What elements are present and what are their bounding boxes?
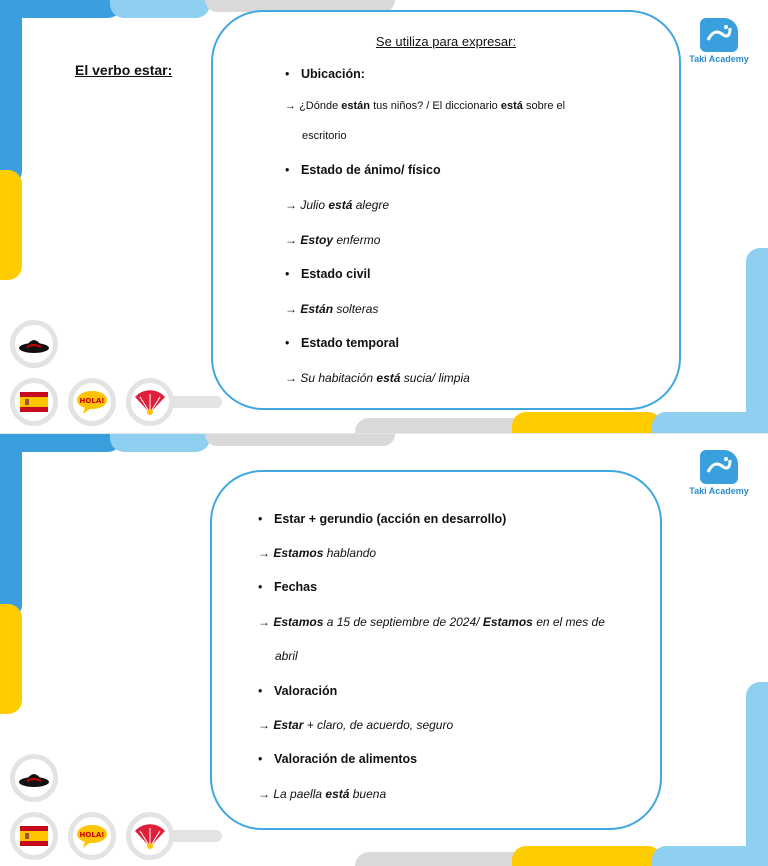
example-line: → Estamos a 15 de septiembre de 2024/ Estamos en el mes de: [258, 615, 605, 629]
example-line: → Estoy enfermo: [285, 233, 381, 247]
decor-bar: [512, 846, 662, 866]
logo-icon: [700, 18, 738, 52]
example-line: → Están solteras: [285, 302, 379, 316]
example-line: → La paella está buena: [258, 787, 387, 801]
content-card: [211, 10, 681, 410]
decor-bar: [0, 0, 122, 18]
decor-bar: [355, 852, 535, 866]
decor-bar: [0, 170, 22, 280]
hola-bubble-icon: [68, 378, 116, 426]
bullet-item: • Estar + gerundio (acción en desarrollo): [258, 512, 507, 526]
decor-bar: [110, 0, 210, 18]
example-line: → Su habitación está sucia/ limpia: [285, 371, 470, 385]
fan-icon: [126, 378, 174, 426]
svg-text:HOLA!: HOLA!: [79, 397, 105, 405]
taki-academy-logo: [684, 18, 754, 64]
slide-2: [0, 433, 768, 866]
content-card: [210, 470, 662, 830]
example-line: → Estar + claro, de acuerdo, seguro: [258, 718, 454, 732]
decor-bar: [512, 412, 662, 433]
hola-bubble-icon: [68, 812, 116, 860]
decor-bar: [0, 0, 22, 185]
fan-icon: [126, 812, 174, 860]
decor-bar: [205, 434, 395, 446]
hat-icon: [10, 754, 58, 802]
bullet-item: • Fechas: [258, 580, 318, 594]
spain-flag-icon: [10, 812, 58, 860]
bullet-item: • Valoración de alimentos: [258, 752, 418, 766]
example-line: → ¿Dónde están tus niños? / El diccionario está sobre el: [285, 100, 566, 112]
logo-icon: [700, 450, 738, 484]
decor-bar: [746, 682, 768, 866]
decor-bar: [0, 434, 122, 452]
bullet-item: • Estado de ánimo/ físico: [285, 163, 441, 177]
bullet-item: • Estado civil: [285, 267, 371, 281]
decor-bar: [652, 412, 768, 433]
bullet-item: • Ubicación:: [285, 67, 365, 81]
logo-text: Taki Academy: [689, 486, 749, 496]
side-heading: El verbo estar:: [75, 62, 173, 78]
decor-bar: [0, 434, 22, 619]
decor-bar: [746, 248, 768, 433]
spain-flag-icon: [10, 378, 58, 426]
bullet-item: • Valoración: [258, 684, 338, 698]
card-title: Se utiliza para expresar:: [375, 34, 517, 49]
decor-bar: [0, 604, 22, 714]
example-line: abril: [275, 649, 298, 663]
taki-academy-logo: [684, 450, 754, 496]
example-line: escritorio: [302, 130, 347, 142]
decor-bar: [355, 418, 535, 433]
logo-text: Taki Academy: [689, 54, 749, 64]
decor-bar: [652, 846, 768, 866]
decor-bar: [110, 434, 210, 452]
example-line: → Julio está alegre: [285, 198, 390, 212]
hat-icon: [10, 320, 58, 368]
bullet-item: • Estado temporal: [285, 336, 399, 350]
svg-text:HOLA!: HOLA!: [79, 831, 105, 839]
example-line: → Estamos hablando: [258, 546, 377, 560]
